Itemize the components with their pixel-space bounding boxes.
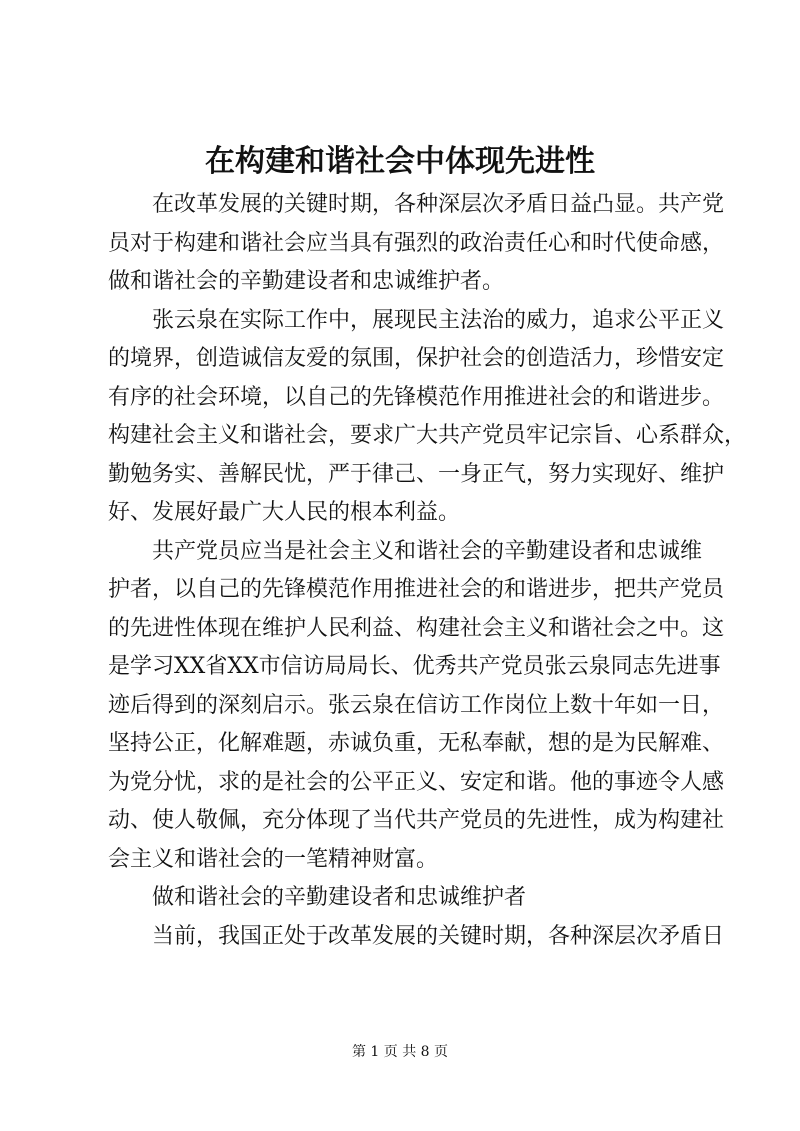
document-body bbox=[108, 186, 747, 956]
page-footer: 第 1 页 共 8 页 bbox=[351, 1044, 449, 1060]
body-line: 动、使人敬佩，充分体现了当代共产党员的先进性，成为构建社 bbox=[108, 808, 725, 833]
body-line: 的先进性体现在维护人民利益、构建社会主义和谐社会之中。这 bbox=[108, 615, 725, 641]
body-line: 护者，以自己的先锋模范作用推进社会的和谐进步，把共产党员 bbox=[108, 577, 725, 602]
body-line: 做和谐社会的辛勤建设者和忠诚维护者。 bbox=[108, 269, 505, 294]
body-line: 有序的社会环境，以自己的先锋模范作用推进社会的和谐进步。 bbox=[108, 384, 725, 410]
body-line: 当前，我国正处于改革发展的关键时期，各种深层次矛盾日 bbox=[108, 923, 725, 949]
body-line: 员对于构建和谐社会应当具有强烈的政治责任心和时代使命感， bbox=[108, 230, 725, 256]
body-line: 为党分忧，求的是社会的公平正义、安定和谐。他的事迹令人感 bbox=[108, 769, 725, 795]
body-line: 勤勉务实、善解民忧，严于律己、一身正气，努力实现好、维护 bbox=[108, 461, 725, 487]
body-line: 张云泉在实际工作中，展现民主法治的威力，追求公平正义 bbox=[108, 307, 725, 333]
body-line: 的境界，创造诚信友爱的氛围，保护社会的创造活力，珍惜安定 bbox=[108, 346, 725, 371]
section-heading-line: 做和谐社会的辛勤建设者和忠诚维护者 bbox=[108, 885, 527, 910]
document-title: 在构建和谐社会中体现先进性 bbox=[205, 144, 595, 179]
body-line: 好、发展好最广大人民的根本利益。 bbox=[108, 500, 461, 525]
body-line: 共产党员应当是社会主义和谐社会的辛勤建设者和忠诚维 bbox=[108, 538, 703, 564]
body-line: 在改革发展的关键时期，各种深层次矛盾日益凸显。共产党 bbox=[108, 192, 725, 217]
body-line: 构建社会主义和谐社会，要求广大共产党员牢记宗旨、心系群众， bbox=[108, 423, 747, 448]
body-line: 迹后得到的深刻启示。张云泉在信访工作岗位上数十年如一日， bbox=[108, 692, 725, 718]
body-line: 会主义和谐社会的一笔精神财富。 bbox=[108, 846, 439, 872]
body-line: 是学习XX省XX市信访局局长、优秀共产党员张云泉同志先进事 bbox=[108, 654, 721, 679]
body-line: 坚持公正，化解难题，赤诚负重，无私奉献，想的是为民解难、 bbox=[108, 731, 725, 756]
